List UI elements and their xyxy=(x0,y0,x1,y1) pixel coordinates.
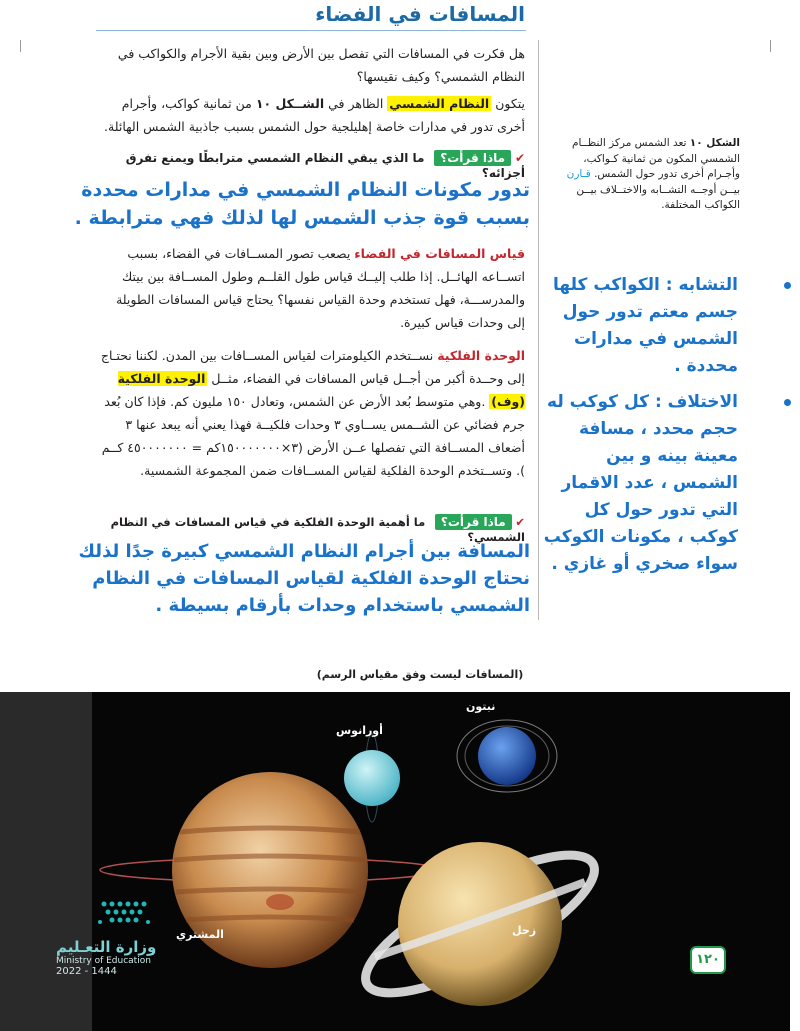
intro-text-end: من ثمانية كواكب، وأجرام أخرى تدور في مدارات خاصة إهليلجية حول الشمس بسبب جاذبية الشمس الهائلة. xyxy=(104,96,525,134)
jupiter-label: المشتري xyxy=(176,928,224,941)
figure-note: (المسافات ليست وفق مقياس الرسم) xyxy=(316,668,524,681)
measure-text: يصعب تصور المســافات في الفضاء، بسبب اتســاعه الهائــل. إذا طلب إليــك قياس طول القلــم وطول المســافة بين بيتك والمدرســـة، فهل تستخدم وحدة القياس نفسها؟ يحتاج قياس المسافات الطويلة إلى وحدات قياس كبيرة. xyxy=(116,246,525,330)
planets-photo xyxy=(0,692,790,1031)
planets-illustration xyxy=(0,692,790,1031)
uranus-label: أورانوس xyxy=(336,724,383,737)
ministry-year: 2022 - 1444 xyxy=(56,966,117,977)
check2-question-text: ما أهمية الوحدة الفلكية في قياس المسافات في النظام الشمسي؟ xyxy=(110,515,525,544)
neptune-label: نبتون xyxy=(466,700,496,713)
what-did-you-read-badge: ماذا قرأت؟ xyxy=(434,150,511,166)
neptune-planet xyxy=(478,727,536,785)
compare-label: قـارن xyxy=(566,168,591,180)
column-divider xyxy=(538,40,539,620)
page-title: المسافات في الفضاء xyxy=(315,2,525,26)
intro-text-mid: الظاهر في xyxy=(328,96,384,111)
intro-text-start: يتكون xyxy=(495,96,525,111)
intro-paragraph xyxy=(100,92,525,138)
check1-question-text: ما الذي يبقي النظام الشمسي مترابطًا ويمنع تفرق أجزائه؟ xyxy=(125,151,525,180)
figure-caption xyxy=(548,136,740,214)
figure-caption-label: الشكل ١٠ xyxy=(689,137,740,149)
au-text-1: نســتخدم الكيلومترات لقياس المســافات بين المدن. لكننا نحتـاج إلى وحــدة أكبر من أجــل قياس المسافات في الفضاء، مثــل xyxy=(100,348,525,386)
compare-text: بيــن أوجــه التشــابه والاختــلاف بيــن الكواكب المختلفة. xyxy=(576,183,740,211)
check-icon: ✔ xyxy=(515,515,525,529)
side-answer-similarity: التشابه : الكواكب كلها جسم معتم تدور حول الشمس في مدارات محددة . xyxy=(553,275,738,376)
ministry-emblem-icon xyxy=(56,898,156,934)
figure-reference: الشــكل ١٠ xyxy=(255,96,325,111)
ministry-name-arabic: وزارة التعـليم xyxy=(56,938,157,956)
bullet-icon xyxy=(784,282,791,289)
title-rule xyxy=(96,30,526,31)
check2-answer: المسافة بين أجرام النظام الشمسي كبيرة جدًا لذلك نحتاج الوحدة الفلكية لقياس المسافات في النظام الشمسي باستخدام وحدات بأرقام بسيطة . xyxy=(78,541,530,616)
side-answer-difference: الاختلاف : كل كوكب له حجم محدد ، مسافة معينة بينه و بين الشمس ، عدد الاقمار التي تدور حول كل كوكب ، مكونات الكوكب سواء صخري أو غازي . xyxy=(543,392,738,574)
ministry-logo xyxy=(56,898,156,977)
saturn-label: زحل xyxy=(512,924,537,937)
ministry-name-english: Ministry of Education xyxy=(56,956,151,966)
solar-system-highlight: النظام الشمسي xyxy=(389,96,490,111)
figure-caption-text: تعد الشمس مركز النظــام الشمسي المكون من ثمانية كـواكب، وأجـرام أخرى تدور حول الشمس. xyxy=(572,137,740,180)
au-paragraph xyxy=(100,344,525,482)
page-number: ١٢٠ xyxy=(690,946,726,974)
au-text-2: .وهي متوسط بُعد الأرض عن الشمس، وتعادل ١٥٠ مليون كم. فإذا كان بُعد جرم فضائي عن الشــمس يســاوي ٣ وحدات فلكيــة فهذا يعني أنه يبعد عنها ٣ أضعاف المســافة التي تفصلها عــن الأرض (٣×١٥٠٠٠٠٠٠٠كم = ٤٥٠٠٠٠٠٠٠ كــم ). وتســتخدم الوحدة الفلكية لقياس المســافات ضمن المجموعة الشمسية. xyxy=(101,394,525,478)
au-heading: الوحدة الفلكية xyxy=(437,348,525,363)
check1-answer: تدور مكونات النظام الشمسي في مدارات محددة بسبب قوة جذب الشمس لها لذلك فهي مترابطة . xyxy=(74,179,530,229)
what-did-you-read-badge: ماذا قرأت؟ xyxy=(435,514,512,530)
measure-paragraph xyxy=(100,242,525,334)
au-highlight: الوحدة الفلكية (وف) xyxy=(117,371,525,409)
bullet-icon xyxy=(784,399,791,406)
intro-question: هل فكرت في المسافات التي تفصل بين الأرض وبين بقية الأجرام والكواكب في النظام الشمسي؟ وكيف نقيسها؟ xyxy=(117,46,525,84)
uranus-planet xyxy=(344,750,400,806)
check-icon: ✔ xyxy=(514,151,525,165)
measure-heading: قياس المسافات في الفضاء xyxy=(354,246,525,261)
